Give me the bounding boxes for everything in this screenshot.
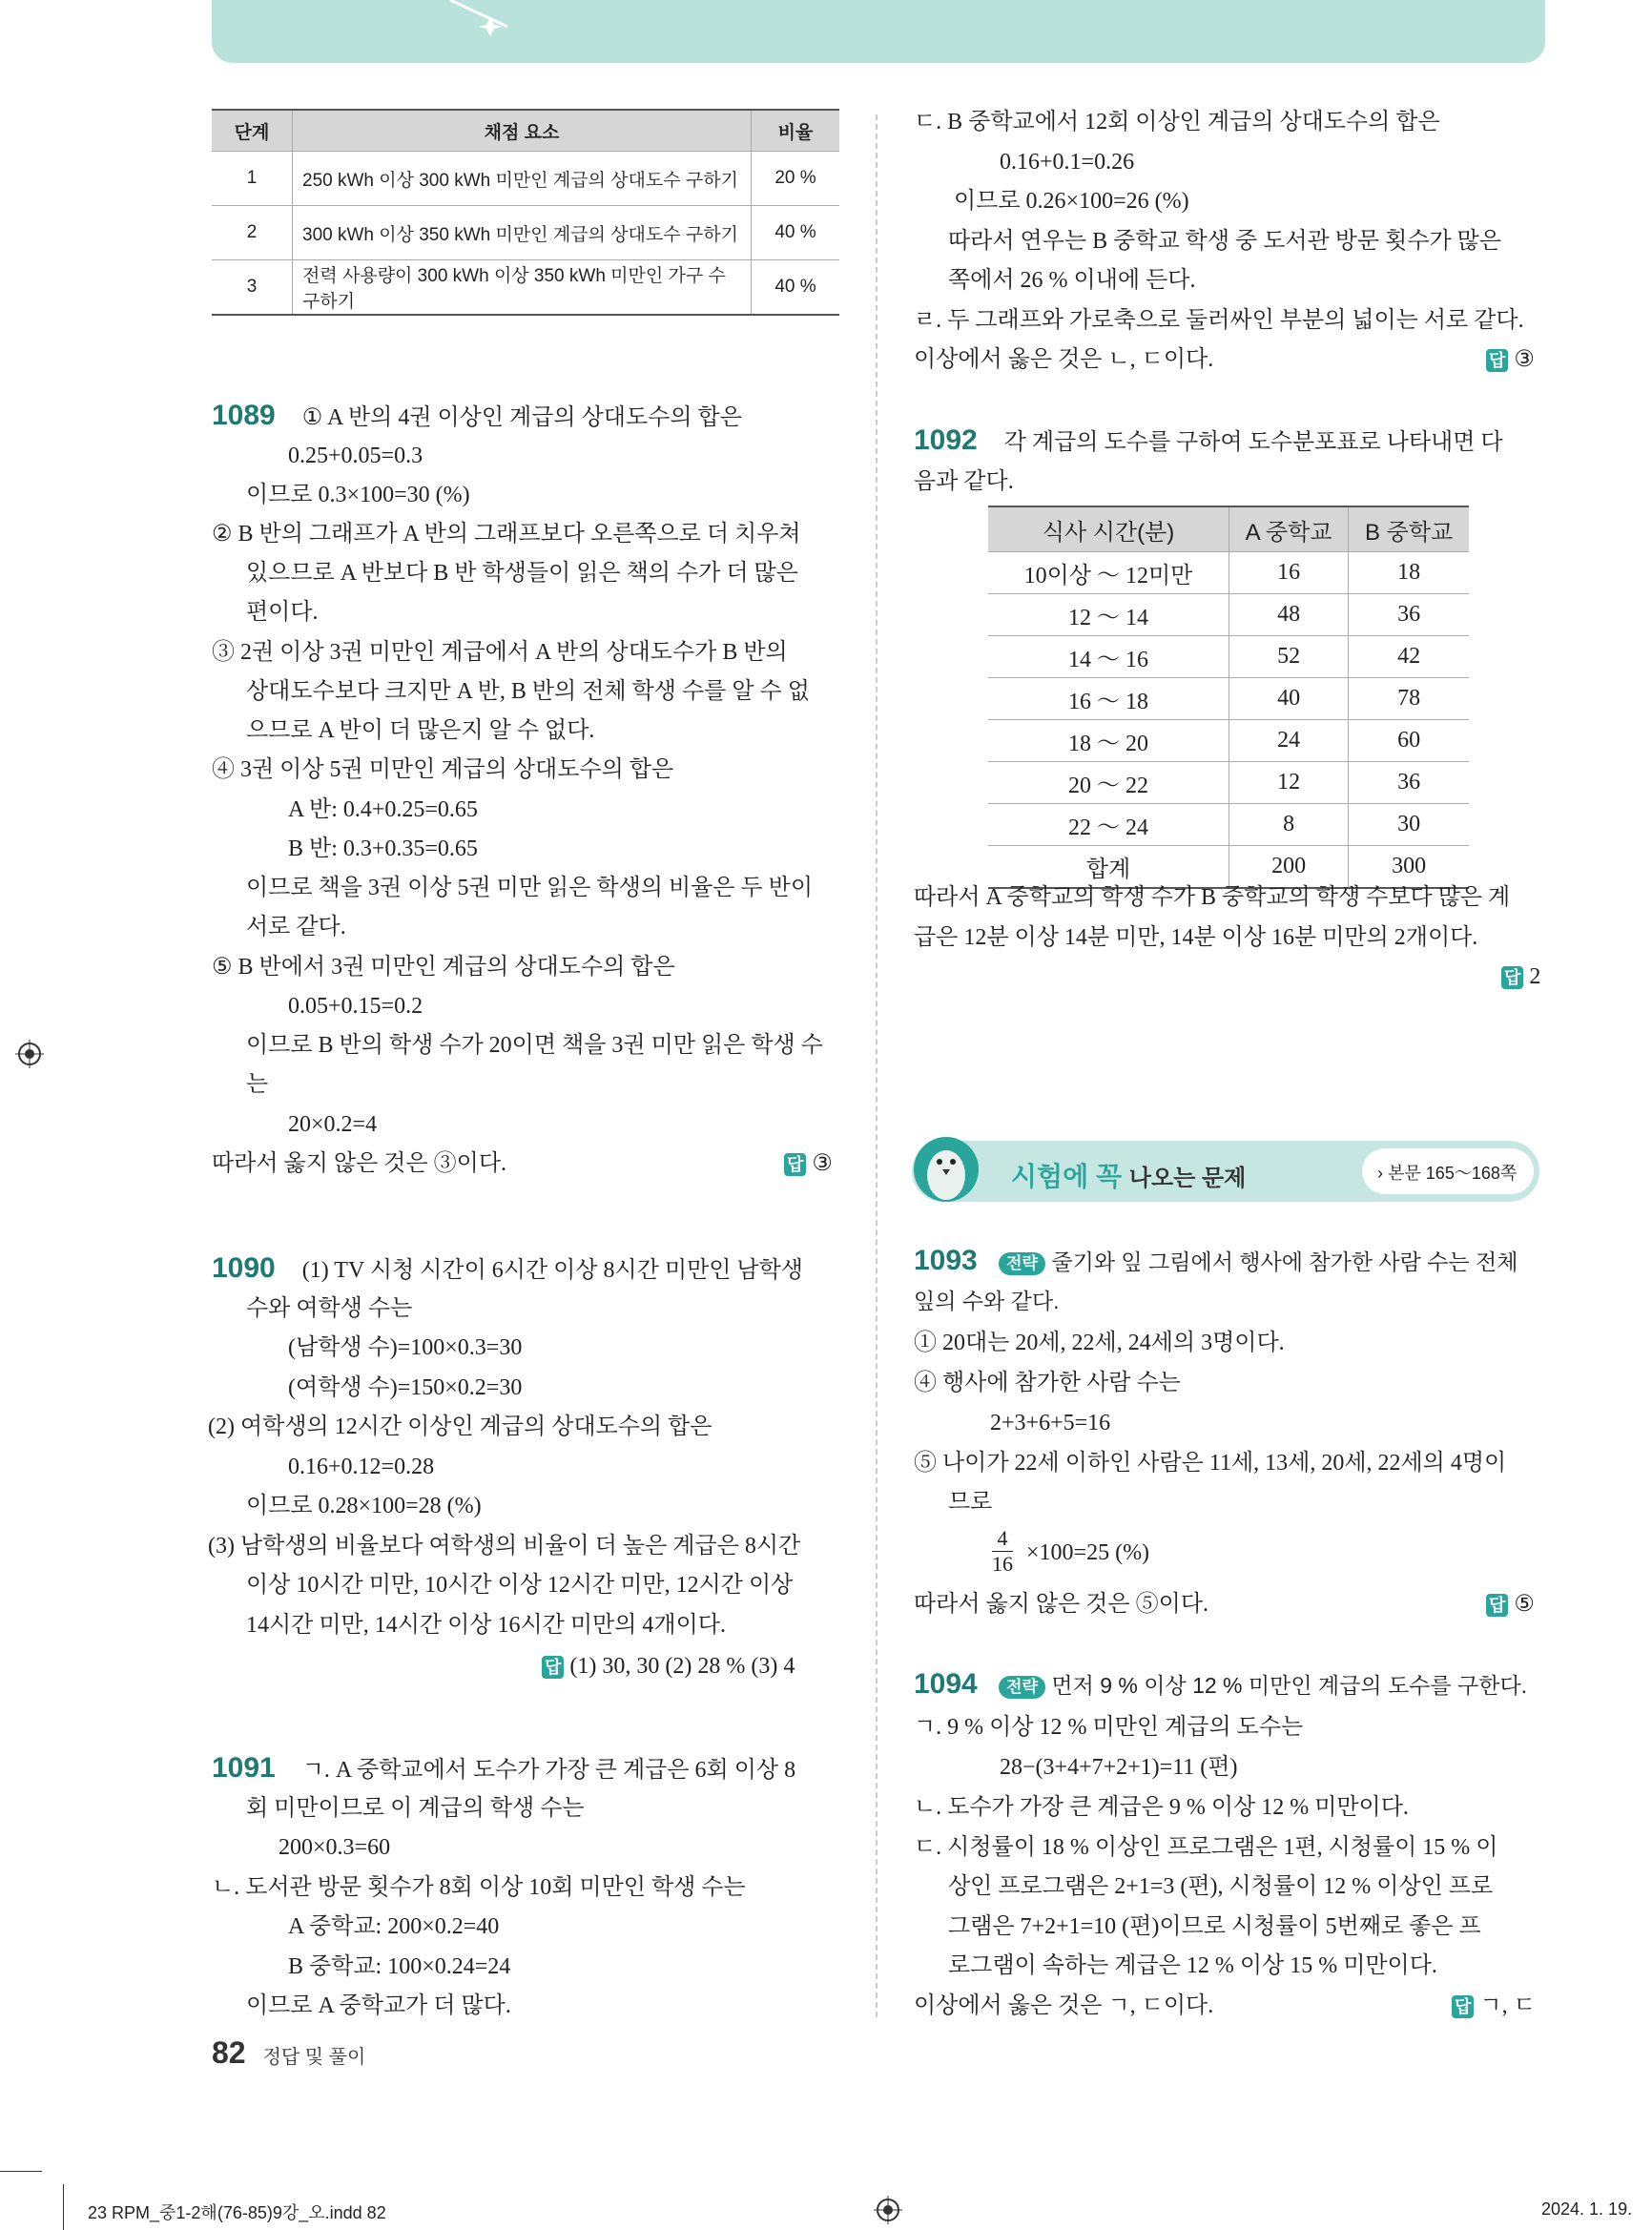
answer [542, 1647, 795, 1685]
answer [1501, 958, 1540, 996]
fraction [992, 1526, 1013, 1577]
page-label: 정답 및 풀이 [262, 2047, 366, 2068]
solution-line: 상인 프로그램은 2+1=3 (편), 시청률이 12 % 이상인 프로 [948, 1874, 1494, 1899]
registration-mark-icon [874, 2196, 902, 2224]
solution-line: 음과 같다. [914, 469, 1014, 494]
table-cell: 12 ～ 14 [988, 594, 1229, 636]
page-number-block [212, 2035, 365, 2071]
solution-line: 있으므로 A 반보다 B 반 학생들이 읽은 책의 수가 더 많은 [246, 561, 798, 586]
solution-line: ㄹ. 두 그래프와 가로축으로 둘러싸인 부분의 넓이는 서로 같다. [914, 308, 1524, 333]
solution-line: ㄷ. 시청률이 18 % 이상인 프로그램은 1편, 시청률이 15 % 이 [914, 1835, 1498, 1860]
solution-line: 는 [246, 1072, 269, 1097]
solution-line: 회 미만이므로 이 계급의 학생 수는 [246, 1796, 585, 1821]
solution-line: ㄴ. 도수가 가장 큰 계급은 9 % 이상 12 % 미만이다. [914, 1795, 1409, 1820]
solution-line: 이므로 0.28×100=28 (%) [246, 1494, 482, 1518]
solution-line: ㄱ. A 중학교에서 도수가 가장 큰 계급은 6회 이상 8 [301, 1758, 796, 1783]
table-header-row [988, 506, 1469, 552]
fraction-numerator: 4 [992, 1526, 1013, 1552]
solution-line: 0.25+0.05=0.3 [288, 444, 423, 468]
section-ref-pill [1362, 1148, 1534, 1194]
solution-line: 20×0.2=4 [288, 1112, 378, 1137]
table-cell: 8 [1229, 804, 1349, 846]
table-cell: 300 [1349, 846, 1469, 889]
solution-line: 28−(3+4+7+2+1)=11 (편) [1000, 1755, 1238, 1780]
solution-line: 따라서 옳지 않은 것은 ③이다. [212, 1151, 507, 1176]
solution-line: 14시간 미만, 14시간 이상 16시간 미만의 4개이다. [246, 1613, 726, 1638]
table-cell: 3 [212, 260, 293, 316]
table-header: 단계 [212, 110, 293, 152]
strategy-tag: 전략 [999, 1252, 1045, 1275]
table-cell: 2 [212, 206, 293, 260]
footer-date: 2024. 1. 19. [1541, 2199, 1633, 2219]
solution-line: 0.16+0.12=0.28 [288, 1455, 435, 1479]
frequency-table [988, 506, 1469, 889]
table-cell: 78 [1349, 678, 1469, 720]
page-number: 82 [212, 2035, 246, 2070]
grading-table [212, 109, 839, 316]
penguin-mascot-icon [908, 1131, 984, 1208]
answer [1486, 341, 1535, 379]
section-ref: 본문 165～168쪽 [1388, 1164, 1518, 1183]
solution-line: 이므로 0.3×100=30 (%) [246, 483, 470, 507]
problem-number: 1094 [914, 1668, 978, 1700]
header-banner [212, 0, 1545, 63]
table-cell: 250 kWh 이상 300 kWh 미만인 계급의 상대도수 구하기 [293, 152, 752, 206]
solution-line: 서로 같다. [246, 915, 346, 939]
table-cell: 22 ～ 24 [988, 804, 1229, 846]
strategy-tag: 전략 [999, 1676, 1045, 1699]
answer [1486, 1585, 1535, 1623]
solution-line: ② B 반의 그래프가 A 반의 그래프보다 오른쪽으로 더 치우쳐 [212, 522, 801, 547]
table-cell: 12 [1229, 762, 1349, 804]
table-header: 채점 요소 [293, 110, 752, 152]
table-cell: 1 [212, 152, 293, 206]
table-row [988, 678, 1469, 720]
solution-line: ① 20대는 20세, 22세, 24세의 3명이다. [914, 1331, 1285, 1355]
table-cell: 40 [1229, 678, 1349, 720]
solution-line: B 중학교: 100×0.24=24 [288, 1954, 511, 1979]
table-header: 비율 [752, 110, 840, 152]
answer-value: ㄱ, ㄷ [1479, 1993, 1536, 2018]
registration-mark-icon [15, 1040, 44, 1068]
solution-line: ③ 2권 이상 3권 미만인 계급에서 A 반의 상대도수가 B 반의 [212, 640, 788, 665]
solution-line: 이므로 A 중학교가 더 많다. [246, 1993, 511, 2018]
table-row [212, 152, 839, 206]
section-title: 시험에 꼭 나오는 문제 [1011, 1162, 1247, 1191]
solution-line: 따라서 옳지 않은 것은 ⑤이다. [914, 1592, 1209, 1617]
star-decoration-icon [383, 0, 574, 57]
table-row [212, 260, 839, 316]
table-row [212, 206, 839, 260]
solution-line: ⑤ B 반에서 3권 미만인 계급의 상대도수의 합은 [212, 955, 675, 980]
answer-badge: 답 [1501, 966, 1523, 989]
answer-value: ③ [812, 1151, 833, 1176]
solution-line: ④ 행사에 참가한 사람 수는 [914, 1371, 1181, 1395]
table-cell: 14 ～ 16 [988, 636, 1229, 678]
table-cell: 52 [1229, 636, 1349, 678]
footer-file: 23 RPM_중1-2해(76-85)9강_오.indd 82 [88, 2203, 386, 2222]
solution-line: ㄱ. 9 % 이상 12 % 미만인 계급의 도수는 [914, 1715, 1304, 1740]
table-cell: 18 [1349, 552, 1469, 594]
solution-line: 그램은 7+2+1=10 (편)이므로 시청률이 5번째로 좋은 프 [948, 1914, 1481, 1939]
table-cell: 36 [1349, 762, 1469, 804]
answer-value: ③ [1514, 347, 1535, 372]
answer-badge: 답 [1486, 349, 1508, 372]
fraction-denominator: 16 [992, 1552, 1013, 1576]
solution-line: 먼저 9 % 이상 12 % 미만인 계급의 도수를 구한다. [1051, 1673, 1528, 1698]
table-cell: 200 [1229, 846, 1349, 889]
table-cell: 36 [1349, 594, 1469, 636]
table-row [988, 804, 1469, 846]
solution-line: 이상 10시간 미만, 10시간 이상 12시간 미만, 12시간 이상 [246, 1573, 794, 1598]
table-row [988, 594, 1469, 636]
table-row [988, 762, 1469, 804]
table-cell: 20 ～ 22 [988, 762, 1229, 804]
solution-line: ⑤ 나이가 22세 이하인 사람은 11세, 13세, 20세, 22세의 4명이 [914, 1451, 1507, 1476]
solution-line: ㄴ. 도서관 방문 횟수가 8회 이상 10회 미만인 학생 수는 [212, 1875, 746, 1900]
solution-line: A 반: 0.4+0.25=0.65 [288, 797, 478, 822]
solution-line: 으므로 A 반이 더 많은지 알 수 없다. [246, 718, 595, 743]
table-cell: 16 [1229, 552, 1349, 594]
answer-badge: 답 [784, 1153, 806, 1176]
table-cell: 10이상 ～ 12미만 [988, 552, 1229, 594]
section-header [912, 1141, 1539, 1202]
table-cell: 18 ～ 20 [988, 720, 1229, 762]
solution-line: 쪽에서 26 % 이내에 든다. [948, 268, 1196, 293]
table-cell: 60 [1349, 720, 1469, 762]
table-row [988, 636, 1469, 678]
solution-line: 편이다. [246, 600, 319, 625]
solution-line: 이므로 B 반의 학생 수가 20이면 책을 3권 미만 읽은 학생 수 [246, 1033, 823, 1058]
answer-badge: 답 [1452, 1995, 1474, 2018]
solution-line: ×100=25 (%) [1026, 1540, 1150, 1565]
table-row [988, 720, 1469, 762]
table-cell: 48 [1229, 594, 1349, 636]
chevron-right-icon: › [1377, 1164, 1383, 1183]
solution-line: ④ 3권 이상 5권 미만인 계급의 상대도수의 합은 [212, 757, 674, 782]
answer-value: 2 [1529, 964, 1541, 989]
solution-line: 이상에서 옳은 것은 ㄴ, ㄷ이다. [914, 347, 1214, 372]
answer [784, 1145, 833, 1183]
solution-line: (2) 여학생의 12시간 이상인 계급의 상대도수의 합은 [208, 1414, 712, 1439]
table-header: B 중학교 [1349, 506, 1469, 552]
solution-line: ① A 반의 4권 이상인 계급의 상대도수의 합은 [301, 405, 742, 430]
solution-line: (여학생 수)=150×0.2=30 [288, 1375, 523, 1400]
solution-line: 2+3+6+5=16 [990, 1411, 1111, 1435]
solution-line: 0.16+0.1=0.26 [1000, 150, 1135, 175]
solution-line: 상대도수보다 크지만 A 반, B 반의 전체 학생 수를 알 수 없 [246, 679, 810, 704]
solution-line: (3) 남학생의 비율보다 여학생의 비율이 더 높은 계급은 8시간 [208, 1534, 801, 1559]
table-row [988, 552, 1469, 594]
table-cell: 합계 [988, 846, 1229, 889]
solution-line: 급은 12분 이상 14분 미만, 14분 이상 16분 미만의 2개이다. [914, 925, 1478, 950]
table-cell: 40 % [752, 260, 840, 316]
table-cell: 20 % [752, 152, 840, 206]
solution-line: 0.05+0.15=0.2 [288, 994, 423, 1019]
solution-line: ㄷ. B 중학교에서 12회 이상인 계급의 상대도수의 합은 [914, 110, 1440, 134]
solution-line: 로그램이 속하는 계급은 12 % 이상 15 % 미만이다. [948, 1953, 1437, 1978]
solution-line: 줄기와 잎 그림에서 행사에 참가한 사람 수는 전체 [1051, 1249, 1518, 1274]
problem-number: 1093 [914, 1245, 978, 1276]
solution-line: 므로 [948, 1490, 993, 1515]
solution-line: 각 계급의 도수를 구하여 도수분포표로 나타내면 다 [1003, 430, 1503, 455]
solution-line: 수와 여학생 수는 [246, 1296, 413, 1321]
answer-badge: 답 [542, 1656, 564, 1679]
answer [1452, 1987, 1536, 2025]
solution-line: 이므로 0.26×100=26 (%) [954, 189, 1189, 214]
table-cell: 30 [1349, 804, 1469, 846]
problem-number: 1091 [212, 1752, 276, 1784]
crop-mark [0, 2171, 42, 2172]
table-header-row [212, 110, 839, 152]
table-cell: 전력 사용량이 300 kWh 이상 350 kWh 미만인 가구 수 구하기 [293, 260, 752, 316]
solution-line: 200×0.3=60 [279, 1835, 391, 1860]
solution-line: 따라서 연우는 B 중학교 학생 중 도서관 방문 횟수가 많은 [948, 229, 1502, 254]
table-cell: 40 % [752, 206, 840, 260]
crop-mark [63, 2184, 64, 2230]
solution-line: (1) TV 시청 시간이 6시간 이상 8시간 미만인 남학생 [301, 1258, 803, 1283]
table-header: 식사 시간(분) [988, 506, 1229, 552]
answer-badge: 답 [1486, 1594, 1508, 1617]
table-cell: 42 [1349, 636, 1469, 678]
answer-value: ⑤ [1514, 1592, 1535, 1617]
solution-line: B 반: 0.3+0.35=0.65 [288, 836, 478, 861]
problem-number: 1089 [212, 400, 276, 431]
solution-line: 잎의 수와 같다. [914, 1289, 1060, 1313]
problem-number: 1092 [914, 424, 978, 456]
solution-line: 따라서 A 중학교의 학생 수가 B 중학교의 학생 수보다 많은 계 [914, 885, 1511, 910]
table-header: A 중학교 [1229, 506, 1349, 552]
solution-line: 이므로 책을 3권 이상 5권 미만 읽은 학생의 비율은 두 반이 [246, 876, 814, 900]
table-cell: 24 [1229, 720, 1349, 762]
solution-line: 이상에서 옳은 것은 ㄱ, ㄷ이다. [914, 1993, 1214, 2018]
table-cell: 300 kWh 이상 350 kWh 미만인 계급의 상대도수 구하기 [293, 206, 752, 260]
problem-number: 1090 [212, 1252, 276, 1284]
column-divider [876, 114, 878, 2017]
table-cell: 16 ～ 18 [988, 678, 1229, 720]
solution-line: A 중학교: 200×0.2=40 [288, 1914, 500, 1939]
solution-line: (남학생 수)=100×0.3=30 [288, 1335, 523, 1360]
answer-value: (1) 30, 30 (2) 28 % (3) 4 [569, 1654, 795, 1679]
